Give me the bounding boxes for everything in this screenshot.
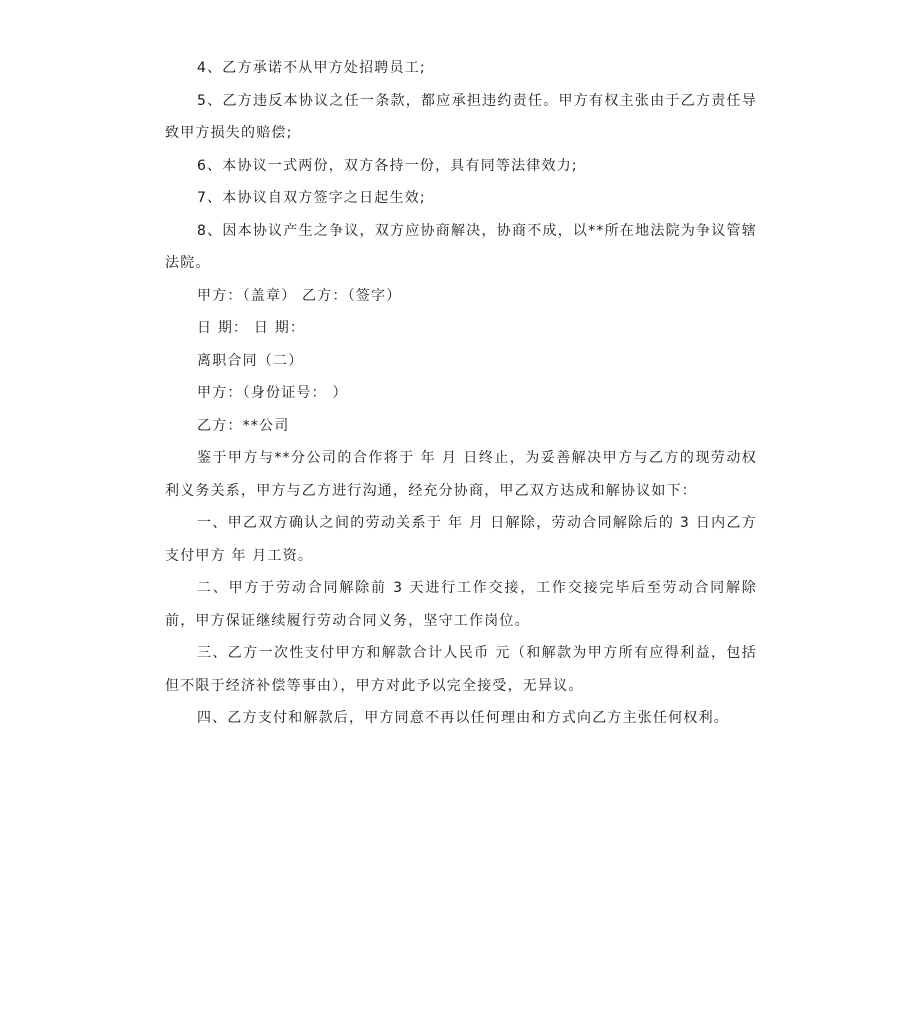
article-1: 一、甲乙双方确认之间的劳动关系于 年 月 日解除，劳动合同解除后的 3 日内乙方支付甲方 年 月工资。 [165,515,757,564]
clause-4: 4、乙方承诺不从甲方处招聘员工; [197,60,426,76]
signature-line: 甲方：（盖章） 乙方：（签字） [197,287,402,304]
document-body [165,52,757,735]
article-2: 二、甲方于劳动合同解除前 3 天进行工作交接，工作交接完毕后至劳动合同解除前，甲方保证继续履行劳动合同义务，坚守工作岗位。 [165,580,757,629]
clause-7: 7、本协议自双方签字之日起生效; [197,190,426,206]
section-title: 离职合同（二） [197,352,304,369]
article-4: 四、乙方支付和解款后，甲方同意不再以任何理由和方式向乙方主张任何权利。 [197,710,729,726]
party-a-line: 甲方：（身份证号： ） [197,385,348,401]
party-b-line: 乙方：**公司 [197,417,290,434]
clause-5: 5、乙方违反本协议之任一条款，都应承担违约责任。甲方有权主张由于乙方责任导致甲方损失的赔偿; [165,92,757,141]
date-line: 日 期： 日 期： [197,320,306,336]
clause-8: 8、因本协议产生之争议，双方应协商解决，协商不成，以**所在地法院为争议管辖法院。 [165,222,757,271]
clause-6: 6、本协议一式两份，双方各持一份，具有同等法律效力; [197,157,578,174]
preamble-paragraph: 鉴于甲方与**分公司的合作将于 年 月 日终止，为妥善解决甲方与乙方的现劳动权利义务关系，甲方与乙方进行沟通，经充分协商，甲乙双方达成和解协议如下： [165,450,757,499]
article-3: 三、乙方一次性支付甲方和解款合计人民币 元（和解款为甲方所有应得利益，包括但不限于经济补偿等事由），甲方对此予以完全接受，无异议。 [165,645,757,694]
